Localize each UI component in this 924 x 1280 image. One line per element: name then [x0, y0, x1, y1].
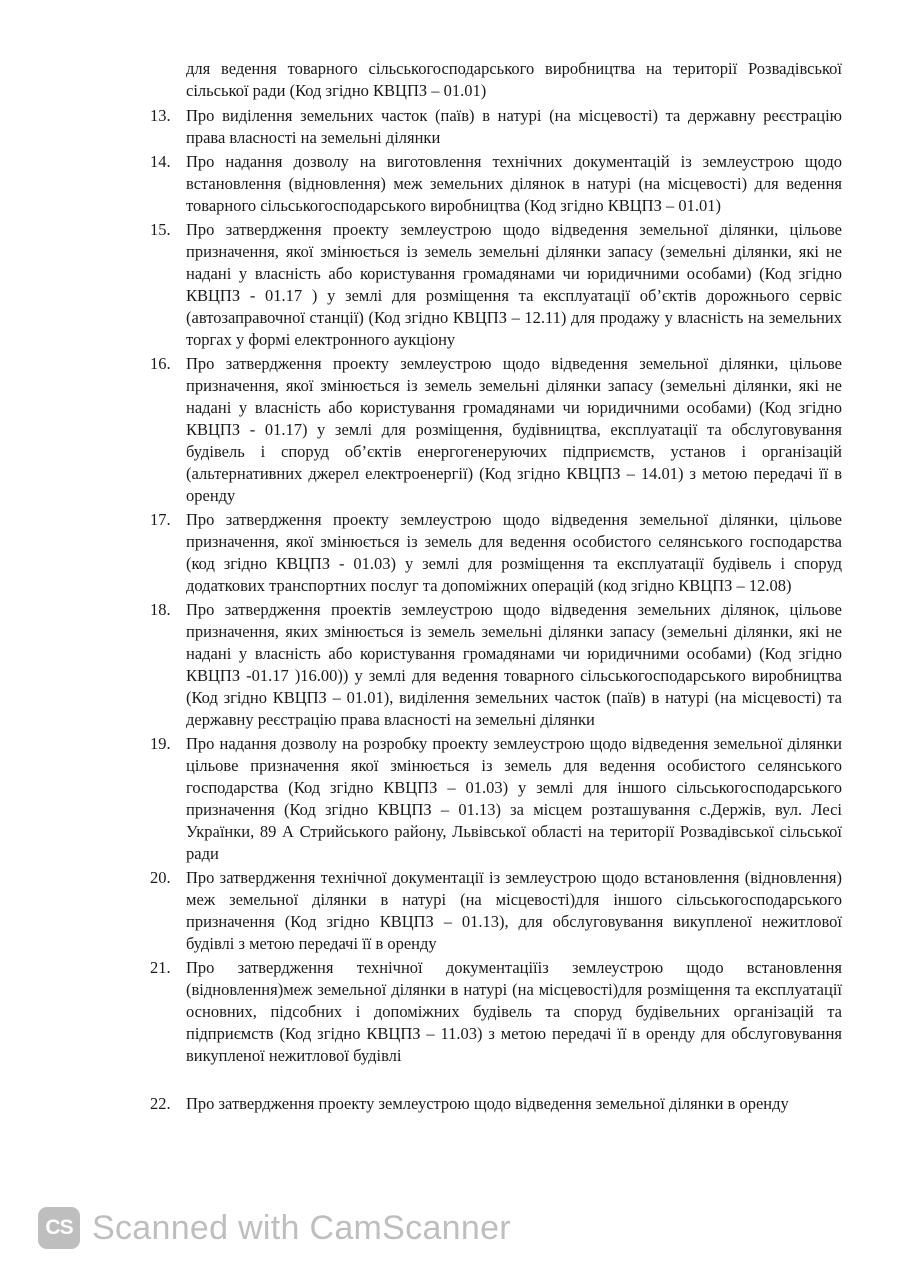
- agenda-item-15: [150, 219, 842, 351]
- item-number: 15.: [150, 220, 171, 239]
- agenda-item-21: [150, 957, 842, 1067]
- item-number: 18.: [150, 600, 171, 619]
- agenda-item-13: [150, 105, 842, 149]
- item-text: Про виділення земельних часток (паїв) в натурі (на місцевості) та державну реєстрацію права власності на земельні ділянки: [186, 106, 842, 147]
- agenda-item-18: [150, 599, 842, 731]
- item-text: Про затвердження технічної документаціїіз землеустрою щодо встановлення (відновлення)меж земельної ділянки в натурі (на місцевості)для розміщення та експлуатації основних, підсобних і допоміжних будівель та споруд будівельних організацій та підприємств (Код згідно КВЦПЗ – 11.03) з метою передачі її в оренду для обслуговування викупленої нежитлової будівлі: [186, 958, 842, 1065]
- item-text: Про затвердження проекту землеустрою щодо відведення земельної ділянки, цільове призначення, якої змінюється із земель для ведення особистого селянського господарства (код згідно КВЦПЗ - 01.03) у землі для розміщення та експлуатації будівель і споруд додаткових транспортних послуг та допоміжних операцій (код згідно КВЦПЗ – 12.08): [186, 510, 842, 595]
- agenda-item-19: [150, 733, 842, 865]
- agenda-item-16: [150, 353, 842, 507]
- item-text: Про затвердження проекту землеустрою щодо відведення земельної ділянки, цільове призначення, якої змінюється із земель земельні ділянки запасу (земельні ділянки, які не надані у власність або користування громадянами чи юридичними особами) (Код згідно КВЦПЗ - 01.17 ) у землі для розміщення та експлуатації об’єктів дорожнього сервіс (автозаправочної станції) (Код згідно КВЦПЗ – 12.11) для продажу у власність на земельних торгах у формі електронного аукціону: [186, 220, 842, 349]
- item-text: Про затвердження технічної документації із землеустрою щодо встановлення (відновлення) меж земельної ділянки в натурі (на місцевості)для іншого сільськогосподарського призначення (Код згідно КВЦПЗ – 01.13), для обслуговування викупленої нежитлової будівлі з метою передачі її в оренду: [186, 868, 842, 953]
- item-number: 21.: [150, 958, 171, 977]
- item-number: 16.: [150, 354, 171, 373]
- agenda-item-22: [150, 1093, 842, 1115]
- item-number: 17.: [150, 510, 171, 529]
- continued-item-text: для ведення товарного сільськогосподарського виробництва на території Розвадівської сільської ради (Код згідно КВЦПЗ – 01.01): [186, 59, 842, 100]
- agenda-item-14: [150, 151, 842, 217]
- item-text: Про затвердження проекту землеустрою щодо відведення земельної ділянки в оренду: [186, 1094, 789, 1113]
- camscanner-logo-icon: CS: [38, 1207, 80, 1249]
- watermark-text: Scanned with CamScanner: [92, 1209, 511, 1247]
- item-number: 19.: [150, 734, 171, 753]
- item-text: Про надання дозволу на виготовлення технічних документацій із землеустрою щодо встановлення (відновлення) меж земельних ділянок в натурі (на місцевості) для ведення товарного сільськогосподарського виробництва (Код згідно КВЦПЗ – 01.01): [186, 152, 842, 215]
- item-text: Про затвердження проекту землеустрою щодо відведення земельної ділянки, цільове призначення, якої змінюється із земель земельні ділянки запасу (земельні ділянки, які не надані у власність або користування громадянами чи юридичними особами) (Код згідно КВЦПЗ - 01.17) у землі для розміщення, будівництва, експлуатації та обслуговування будівель і споруд об’єктів енергогенеруючих підприємств, установ і організацій (альтернативних джерел електроенергії) (Код згідно КВЦПЗ – 14.01) з метою передачі її в оренду: [186, 354, 842, 505]
- item-number: 14.: [150, 152, 171, 171]
- item-number: 20.: [150, 868, 171, 887]
- item-text: Про затвердження проектів землеустрою щодо відведення земельних ділянок, цільове призначення, яких змінюється із земель земельні ділянки запасу (земельні ділянки, які не надані у власність або користування громадянами чи юридичними особами) (Код згідно КВЦПЗ -01.17 )16.00)) у землі для ведення товарного сільськогосподарського виробництва (Код згідно КВЦПЗ – 01.01), виділення земельних часток (паїв) в натурі (на місцевості) та державну реєстрацію права власності на земельні ділянки: [186, 600, 842, 729]
- agenda-item-20: [150, 867, 842, 955]
- agenda-list: [150, 58, 842, 1117]
- item-number: 22.: [150, 1094, 171, 1113]
- agenda-item-17: [150, 509, 842, 597]
- camscanner-watermark: [38, 1205, 511, 1251]
- item-number: 13.: [150, 106, 171, 125]
- item-text: Про надання дозволу на розробку проекту землеустрою щодо відведення земельної ділянки цільове призначення якої змінюється із земель для ведення особистого селянського господарства (Код згідно КВЦПЗ – 01.03) у землі для іншого сільськогосподарського призначення (Код згідно КВЦПЗ – 01.13) за місцем розташування с.Держів, вул. Лесі Українки, 89 А Стрийського району, Львівської області на території Розвадівської сільської ради: [186, 734, 842, 863]
